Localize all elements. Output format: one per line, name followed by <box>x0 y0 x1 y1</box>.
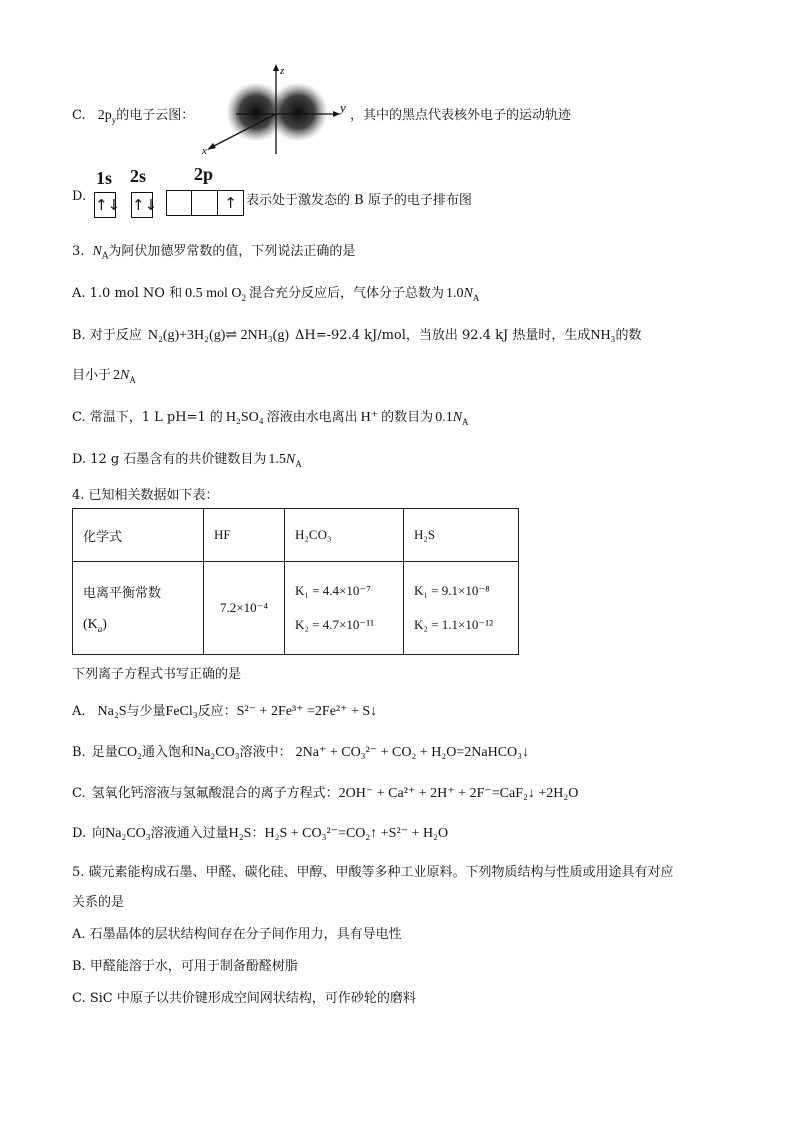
orbital-box: ↑ <box>218 190 244 216</box>
q5-stem-line2: 关系的是 <box>72 895 125 910</box>
q4-option-d: D. 向Na₂CO₃溶液通入过量H₂S：H₂S + CO₃²⁻=CO₂↑ +S²⁻ + H₂O <box>72 826 449 841</box>
ionization-constant-table <box>72 508 519 655</box>
q3-stem: 3. $N_A$为阿伏加德罗常数的值，下列说法正确的是 <box>72 244 356 262</box>
option-c-tail: ，其中的黑点代表核外电子的运动轨迹 <box>350 108 572 123</box>
orbital-suffix: 的电子云图： <box>116 108 195 123</box>
table-header: H₂S <box>404 509 519 562</box>
table-header: HF <box>204 509 285 562</box>
q3-option-b-line2: 目小于 $2N_A$ <box>72 368 136 385</box>
orbital-box-2s <box>131 192 158 218</box>
q5-option-b: B. 甲醛能溶于水，可用于制备酚醛树脂 <box>72 959 298 974</box>
orbital-label: $2p_y$ <box>97 108 117 125</box>
orbital-box-1s <box>94 192 121 218</box>
orbital-box <box>166 190 192 216</box>
option-letter: C. <box>72 108 86 123</box>
option-c-orbital <box>72 104 194 125</box>
q4-stem: 4. 已知相关数据如下表： <box>72 488 219 503</box>
table-cell-h2s: K₁ = 9.1×10⁻⁸ K₂ = 1.1×10⁻¹² <box>404 562 519 655</box>
orbital-boxes-2p <box>166 190 244 216</box>
q3-option-c: C. 常温下，1 L pH=1 的 H₂SO₄ 溶液由水电离出 H⁺ 的数目为 $0.1N_A$ <box>72 410 469 427</box>
orbital-label-1s: 1s <box>96 168 113 188</box>
option-d-letter: D. <box>72 189 87 204</box>
q5-stem-line1: 5. 碳元素能构成石墨、甲醛、碳化硅、甲醇、甲酸等多种工业原料。下列物质结构与性质或用途具有对应 <box>72 865 674 880</box>
electron-cloud-image <box>196 62 346 158</box>
x-label: x <box>202 145 207 157</box>
orbital-label-2s: 2s <box>130 166 147 186</box>
table-cell-h2co3: K₁ = 4.4×10⁻⁷ K₂ = 4.7×10⁻¹¹ <box>285 562 404 655</box>
q4-option-b: B. 足量CO₂通入饱和Na₂CO₃溶液中： 2Na⁺ + CO₃²⁻ + CO₂ + H₂O=2NaHCO₃↓ <box>72 745 530 760</box>
option-d-tail: 表示处于激发态的 B 原子的电子排布图 <box>246 193 472 208</box>
orbital-box: ↑↓ <box>94 192 116 218</box>
table-header: H₂CO₃ <box>285 509 404 562</box>
q4-option-a: A. Na₂S与少量FeCl₃反应：S²⁻ + 2Fe³⁺ =2Fe²⁺ + S↓ <box>72 704 378 719</box>
q3-option-b: B. 对于反应 N₂(g)+3H₂(g)⇌ 2NH₃(g) ΔH=-92.4 kJ/mol，当放出 92.4 kJ 热量时，生成NH₃的数 <box>72 328 642 343</box>
orbital-box <box>192 190 218 216</box>
cloud-lobe-right <box>268 82 328 142</box>
y-label: y <box>340 100 346 115</box>
q4-option-c: C. 氢氧化钙溶液与氢氟酸混合的离子方程式：2OH⁻ + Ca²⁺ + 2H⁺ + 2F⁻=CaF₂↓ +2H₂O <box>72 786 579 801</box>
q3-option-d: D. 12 g 石墨含有的共价键数目为 $1.5N_A$ <box>72 452 302 469</box>
table-row-label: 电离平衡常数 $(K_a)$ <box>73 562 204 655</box>
q5-option-a: A. 石墨晶体的层状结构间存在分子间作用力，具有导电性 <box>72 927 402 942</box>
table-cell-hf: 7.2×10⁻⁴ <box>204 562 285 655</box>
table-header: 化学式 <box>73 509 204 562</box>
z-label: z <box>280 65 285 77</box>
q4-prompt: 下列离子方程式书写正确的是 <box>72 667 242 682</box>
orbital-box: ↑↓ <box>131 192 153 218</box>
q3-option-a: A. 1.0 mol NO 和 0.5 mol $O_2$ 混合充分反应后，气体分子总数为 $1.0N_A$ <box>72 286 480 303</box>
q5-option-c: C. SiC 中原子以共价键形成空间网状结构，可作砂轮的磨料 <box>72 991 416 1006</box>
orbital-label-2p: 2p <box>194 164 214 184</box>
